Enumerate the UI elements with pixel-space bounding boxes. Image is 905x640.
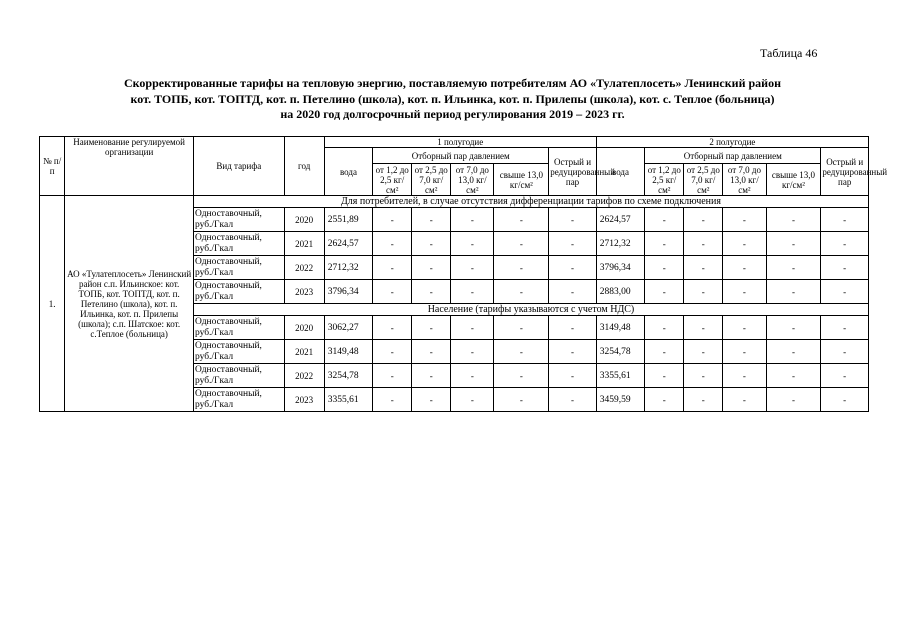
header-half-1: 1 полугодие xyxy=(324,137,596,148)
h2-dash-cell: - xyxy=(821,388,869,412)
h1-dash-cell: - xyxy=(373,388,412,412)
h2-water-cell: 3149,48 xyxy=(596,316,645,340)
header-h2-p4: свыше 13,0 кг/см² xyxy=(766,164,821,196)
h2-dash-cell: - xyxy=(645,364,684,388)
tariff-type-cell: Одноставочный, руб./Гкал xyxy=(193,316,284,340)
header-h1-p3: от 7,0 до 13,0 кг/см² xyxy=(451,164,494,196)
year-cell: 2021 xyxy=(284,340,324,364)
h1-dash-cell: - xyxy=(549,280,596,304)
h2-dash-cell: - xyxy=(684,316,723,340)
document-title xyxy=(60,76,845,123)
h1-dash-cell: - xyxy=(412,388,451,412)
tariff-type-cell: Одноставочный, руб./Гкал xyxy=(193,364,284,388)
h1-dash-cell: - xyxy=(451,232,494,256)
table-number: Таблица 46 xyxy=(760,46,818,60)
h1-dash-cell: - xyxy=(412,280,451,304)
section-title: Население (тарифы указываются с учетом НДС) xyxy=(193,304,868,316)
header-h1-water: вода xyxy=(324,148,373,196)
header-h1-sharp-steam: Острый и редуцированный пар xyxy=(549,148,596,196)
h1-dash-cell: - xyxy=(549,208,596,232)
header-h1-p2: от 2,5 до 7,0 кг/см² xyxy=(412,164,451,196)
h2-dash-cell: - xyxy=(821,256,869,280)
h1-dash-cell: - xyxy=(549,340,596,364)
h2-dash-cell: - xyxy=(723,388,766,412)
h1-dash-cell: - xyxy=(451,340,494,364)
h1-dash-cell: - xyxy=(451,316,494,340)
h1-water-cell: 2624,57 xyxy=(324,232,373,256)
tariff-table xyxy=(39,136,888,412)
tariff-type-cell: Одноставочный, руб./Гкал xyxy=(193,208,284,232)
year-cell: 2021 xyxy=(284,232,324,256)
tariff-type-cell: Одноставочный, руб./Гкал xyxy=(193,256,284,280)
h2-dash-cell: - xyxy=(723,340,766,364)
h2-dash-cell: - xyxy=(645,388,684,412)
h2-dash-cell: - xyxy=(723,232,766,256)
tariff-type-cell: Одноставочный, руб./Гкал xyxy=(193,340,284,364)
h2-dash-cell: - xyxy=(645,232,684,256)
h2-water-cell: 3459,59 xyxy=(596,388,645,412)
header-h1-p4: свыше 13,0 кг/см² xyxy=(494,164,549,196)
h1-dash-cell: - xyxy=(451,256,494,280)
h2-dash-cell: - xyxy=(723,316,766,340)
h2-dash-cell: - xyxy=(766,340,821,364)
h2-dash-cell: - xyxy=(684,280,723,304)
h2-dash-cell: - xyxy=(821,364,869,388)
h2-dash-cell: - xyxy=(723,280,766,304)
h1-dash-cell: - xyxy=(549,316,596,340)
h1-dash-cell: - xyxy=(494,316,549,340)
h2-dash-cell: - xyxy=(766,208,821,232)
tariff-type-cell: Одноставочный, руб./Гкал xyxy=(193,388,284,412)
title-line-3: на 2020 год долгосрочный период регулирования 2019 – 2023 гг. xyxy=(280,107,625,121)
h2-dash-cell: - xyxy=(723,256,766,280)
h1-water-cell: 3149,48 xyxy=(324,340,373,364)
header-tariff-type: Вид тарифа xyxy=(193,137,284,196)
header-half-2: 2 полугодие xyxy=(596,137,868,148)
title-line-2: кот. ТОПБ, кот. ТОПТД, кот. п. Петелино (школа), кот. п. Ильинка, кот. п. Прилепы (школа), кот. с. Теплое (больница) xyxy=(130,91,775,106)
h1-dash-cell: - xyxy=(412,208,451,232)
h1-water-cell: 3062,27 xyxy=(324,316,373,340)
h1-dash-cell: - xyxy=(494,208,549,232)
year-cell: 2022 xyxy=(284,364,324,388)
header-h2-steam: Отборный пар давлением xyxy=(645,148,821,164)
header-h1-p1: от 1,2 до 2,5 кг/см² xyxy=(373,164,412,196)
row-number: 1. xyxy=(40,196,65,412)
h2-water-cell: 2712,32 xyxy=(596,232,645,256)
h1-dash-cell: - xyxy=(412,364,451,388)
h1-water-cell: 3254,78 xyxy=(324,364,373,388)
h2-dash-cell: - xyxy=(723,364,766,388)
h1-dash-cell: - xyxy=(494,364,549,388)
h2-dash-cell: - xyxy=(684,256,723,280)
h1-dash-cell: - xyxy=(373,340,412,364)
h2-water-cell: 2883,00 xyxy=(596,280,645,304)
header-year: год xyxy=(284,137,324,196)
h1-water-cell: 3355,61 xyxy=(324,388,373,412)
h2-water-cell: 3796,34 xyxy=(596,256,645,280)
h2-dash-cell: - xyxy=(821,340,869,364)
h1-dash-cell: - xyxy=(373,256,412,280)
h1-dash-cell: - xyxy=(549,256,596,280)
tariff-type-cell: Одноставочный, руб./Гкал xyxy=(193,280,284,304)
h1-dash-cell: - xyxy=(494,388,549,412)
h1-dash-cell: - xyxy=(494,280,549,304)
h2-dash-cell: - xyxy=(645,280,684,304)
header-h2-p3: от 7,0 до 13,0 кг/см² xyxy=(723,164,766,196)
header-h2-sharp-steam: Острый и редуцированный пар xyxy=(821,148,869,196)
h2-dash-cell: - xyxy=(645,256,684,280)
title-line-1: Скорректированные тарифы на тепловую энергию, поставляемую потребителям АО «Тулатеплосеть» Ленинский район xyxy=(123,76,782,90)
year-cell: 2023 xyxy=(284,280,324,304)
h2-water-cell: 3254,78 xyxy=(596,340,645,364)
h2-dash-cell: - xyxy=(766,364,821,388)
header-h2-water: вода xyxy=(596,148,645,196)
h1-dash-cell: - xyxy=(412,316,451,340)
h2-water-cell: 2624,57 xyxy=(596,208,645,232)
h2-dash-cell: - xyxy=(766,388,821,412)
header-org: Наименование регулируемой организации xyxy=(65,137,194,196)
h1-dash-cell: - xyxy=(373,232,412,256)
h2-dash-cell: - xyxy=(645,208,684,232)
year-cell: 2022 xyxy=(284,256,324,280)
header-h2-p1: от 1,2 до 2,5 кг/см² xyxy=(645,164,684,196)
h2-dash-cell: - xyxy=(766,280,821,304)
h2-dash-cell: - xyxy=(684,340,723,364)
h1-dash-cell: - xyxy=(494,256,549,280)
h1-dash-cell: - xyxy=(412,232,451,256)
h2-dash-cell: - xyxy=(821,280,869,304)
h1-dash-cell: - xyxy=(451,280,494,304)
h1-water-cell: 3796,34 xyxy=(324,280,373,304)
header-h2-p2: от 2,5 до 7,0 кг/см² xyxy=(684,164,723,196)
h1-dash-cell: - xyxy=(412,256,451,280)
h1-dash-cell: - xyxy=(549,232,596,256)
h1-dash-cell: - xyxy=(549,388,596,412)
h1-dash-cell: - xyxy=(549,364,596,388)
h1-dash-cell: - xyxy=(451,208,494,232)
h1-dash-cell: - xyxy=(373,364,412,388)
header-num: № п/п xyxy=(40,137,65,196)
h2-dash-cell: - xyxy=(766,232,821,256)
h1-dash-cell: - xyxy=(373,208,412,232)
year-cell: 2023 xyxy=(284,388,324,412)
h2-dash-cell: - xyxy=(684,232,723,256)
section-title: Для потребителей, в случае отсутствия дифференциации тарифов по схеме подключения xyxy=(193,196,868,208)
h1-dash-cell: - xyxy=(494,340,549,364)
tariff-type-cell: Одноставочный, руб./Гкал xyxy=(193,232,284,256)
h1-water-cell: 2712,32 xyxy=(324,256,373,280)
h1-dash-cell: - xyxy=(451,388,494,412)
h2-dash-cell: - xyxy=(684,388,723,412)
h1-water-cell: 2551,89 xyxy=(324,208,373,232)
h2-dash-cell: - xyxy=(684,208,723,232)
h2-dash-cell: - xyxy=(766,316,821,340)
h2-dash-cell: - xyxy=(766,256,821,280)
h1-dash-cell: - xyxy=(412,340,451,364)
h1-dash-cell: - xyxy=(373,316,412,340)
h2-dash-cell: - xyxy=(645,340,684,364)
h2-dash-cell: - xyxy=(645,316,684,340)
organization-name: АО «Тулатеплосеть» Ленинский район с.п. Ильинское: кот. ТОПБ, кот. ТОПТД, кот. п. Петелино (школа), кот. п. Ильинка, кот. п. Прилепы (школа); с.п. Шатское: кот. с.Теплое (больница) xyxy=(65,196,194,412)
h2-dash-cell: - xyxy=(684,364,723,388)
h2-dash-cell: - xyxy=(723,208,766,232)
header-h1-steam: Отборный пар давлением xyxy=(373,148,549,164)
year-cell: 2020 xyxy=(284,316,324,340)
h2-dash-cell: - xyxy=(821,232,869,256)
h2-dash-cell: - xyxy=(821,316,869,340)
h2-dash-cell: - xyxy=(821,208,869,232)
h1-dash-cell: - xyxy=(494,232,549,256)
h1-dash-cell: - xyxy=(451,364,494,388)
year-cell: 2020 xyxy=(284,208,324,232)
h2-water-cell: 3355,61 xyxy=(596,364,645,388)
h1-dash-cell: - xyxy=(373,280,412,304)
